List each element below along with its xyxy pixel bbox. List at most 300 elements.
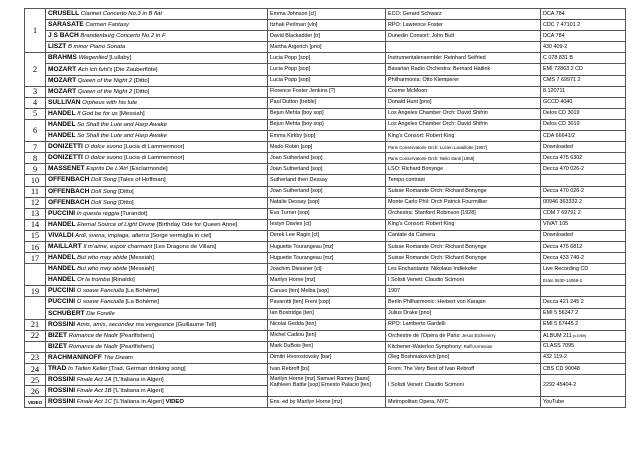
- work-title: Amis, amis, secondez ma vengeance: [76, 321, 175, 328]
- ensemble: [386, 364, 541, 375]
- row-number: 2: [25, 53, 46, 86]
- work-cell: [46, 42, 268, 53]
- row-number: 25: [25, 375, 46, 386]
- playlist-table-body: [25, 9, 626, 408]
- ensemble-name: Tempo contrast: [388, 176, 425, 183]
- ensemble: [386, 397, 541, 408]
- work-cell: [46, 97, 268, 108]
- composer: BIZET: [48, 342, 68, 350]
- work-title: The Dream: [103, 354, 133, 361]
- work-cell: [46, 253, 268, 264]
- row-number: [25, 341, 46, 352]
- table-row: [25, 352, 626, 363]
- work-context: [La Bohème]: [123, 299, 159, 306]
- ensemble: [386, 186, 541, 197]
- composer: VIVALDI: [48, 231, 74, 239]
- catalogue-number: [541, 64, 626, 75]
- table-row: [25, 253, 626, 264]
- performers: Mark DuBois [ten]: [268, 341, 386, 352]
- ensemble: [386, 341, 541, 352]
- work-cell: [46, 86, 268, 97]
- work-title: But who may abide: [77, 266, 128, 273]
- performers: Emma Johnson [cl]: [268, 9, 386, 20]
- composer: DONIZETTI: [48, 143, 83, 151]
- performers: Emma Kirkby [sop]: [268, 131, 386, 142]
- table-row: [25, 219, 626, 230]
- table-row: [25, 86, 626, 97]
- work-cell: [46, 297, 268, 308]
- ensemble-name: Oleg Boshniakovich [pno]: [388, 354, 450, 361]
- performers: Caruso [ten] Melba [sop]: [268, 286, 386, 297]
- work-title: Ach ich fuhl's: [77, 66, 113, 73]
- ensemble: [386, 197, 541, 208]
- ensemble: [386, 319, 541, 330]
- catalogue-number: [541, 319, 626, 330]
- catalogue-value: EMI 5 56347 2: [543, 310, 579, 317]
- catalogue-value: Delos CD 3019: [543, 121, 580, 128]
- catalogue-number: [541, 119, 626, 130]
- work-cell: [46, 64, 268, 75]
- work-title: Romance de Nadir: [68, 332, 118, 339]
- work-title: Il m'aime, espoir charmant: [83, 244, 153, 251]
- catalogue-number: [541, 230, 626, 241]
- performers: Joachim Diessner [ct]: [268, 264, 386, 275]
- catalogue-number: [541, 108, 626, 119]
- catalogue-number: [541, 286, 626, 297]
- composer: CRUSELL: [48, 10, 80, 18]
- table-row: [25, 208, 626, 219]
- work-title: In questa reggia: [76, 210, 119, 217]
- catalogue-value: 00946 363332 2: [543, 199, 582, 206]
- performers: Bejun Mehta [boy sop]: [268, 119, 386, 130]
- catalogue-value: CMS 7 69971 2: [543, 77, 581, 84]
- catalogue-number: [541, 208, 626, 219]
- row-number: 19: [25, 286, 46, 297]
- row-number: 9: [25, 164, 46, 175]
- composer: BIZET: [48, 331, 68, 339]
- catalogue-number: [541, 341, 626, 352]
- composer: BRAHMS: [48, 54, 77, 62]
- catalogue-value: CDM 7 69791 2: [543, 210, 581, 217]
- ensemble-name: Suisse Romande Orch: Richard Bonynge: [388, 243, 487, 250]
- composer: HANDEL: [48, 220, 76, 228]
- catalogue-number: [541, 197, 626, 208]
- ensemble: [386, 9, 541, 20]
- work-cell: [46, 386, 268, 397]
- ensemble-name: LSO: Richard Bonynge: [388, 165, 444, 172]
- table-row: [25, 42, 626, 53]
- work-title: Romance de Nadir: [68, 343, 118, 350]
- ensemble: [386, 53, 541, 64]
- performers: Ivan Rebroff [bs]: [268, 364, 386, 375]
- ensemble-name: I Solisti Veneti: Claudio Scimoni: [388, 276, 464, 283]
- catalogue-number: [541, 9, 626, 20]
- composer: ROSSINI: [48, 320, 76, 328]
- row-number: 26: [25, 386, 46, 397]
- composer: SARASATE: [48, 21, 84, 29]
- catalogue-number: [541, 131, 626, 142]
- row-number: 22: [25, 330, 46, 341]
- ensemble: [386, 20, 541, 31]
- catalogue-value: ALBUM 211: [543, 332, 572, 339]
- catalogue-number: [541, 253, 626, 264]
- composer: HANDEL: [48, 265, 76, 273]
- table-row: [25, 108, 626, 119]
- performers: Derek Lee Ragin [ct]: [268, 230, 386, 241]
- ensemble-name: Suisse Romande Orch: Richard Bonynge: [388, 188, 487, 195]
- table-row: [25, 341, 626, 352]
- performers: Ens. ed by Marilyn Horne [mz]: [268, 397, 386, 408]
- work-context: [Esclarmonde]: [128, 166, 168, 173]
- performers: Joan Sutherland [sop]: [268, 186, 386, 197]
- ensemble-name: Bavarian Radio Orchestra: Bernard Haitink: [388, 66, 491, 73]
- composer: MOZART: [48, 65, 77, 73]
- catalogue-value: Downloaded: [543, 143, 573, 150]
- work-title: But who may abide: [77, 255, 128, 262]
- table-row: [25, 308, 626, 319]
- work-cell: [46, 75, 268, 86]
- ensemble: [386, 297, 541, 308]
- work-context: [Pearlfishers]: [117, 332, 154, 339]
- table-row: [25, 230, 626, 241]
- performers: Bejun Mehta [boy sop]: [268, 108, 386, 119]
- ensemble-name: Berlin Philharmonic: Herbert von Karajan: [388, 298, 486, 305]
- performers: Lucia Popp [sop]: [268, 75, 386, 86]
- work-cell: [46, 241, 268, 252]
- performers: Huguette Tourangeau [mz]: [268, 241, 386, 252]
- row-number: VIDEO: [25, 397, 46, 408]
- composer: SCHUBERT: [48, 309, 85, 317]
- table-row: [25, 75, 626, 86]
- work-cell: [46, 308, 268, 319]
- work-context: ['L'Italiana in Algeri]: [111, 388, 164, 395]
- catalogue-number: [541, 297, 626, 308]
- catalogue-value: EMI 5 67445 2: [543, 321, 579, 328]
- work-context: [Die Zauberflöte]: [112, 66, 158, 73]
- catalogue-value: 2292 45404-2: [543, 382, 577, 389]
- performers: Joan Sutherland [sop]: [268, 153, 386, 164]
- row-number: 4: [25, 97, 46, 108]
- table-row: [25, 153, 626, 164]
- catalogue-value: GCCD 4040: [543, 99, 573, 106]
- catalogue-value: VIVAT 105: [543, 221, 569, 228]
- row-number: 16: [25, 241, 46, 252]
- ensemble-name: Cantate da Camera: [388, 232, 436, 239]
- table-row: [25, 264, 626, 275]
- ensemble-name: Monte Carlo Phil: Orch Patrick Fourmillier: [388, 199, 488, 206]
- ensemble-name: Los Angeles Chamber Orch: David Shifrin: [388, 121, 488, 128]
- ensemble-conductor: Raffi Armenian: [462, 343, 493, 349]
- composer: SULLIVAN: [48, 98, 81, 106]
- composer: OFFENBACH: [48, 176, 90, 184]
- work-title: Esprits De L'Air!: [86, 166, 129, 173]
- work-title: Carmen Fantasy: [85, 22, 129, 29]
- work-cell: [46, 108, 268, 119]
- work-cell: [46, 31, 268, 42]
- ensemble-name: Paris Conservatoire Orch: Lucien Lavaillotte [1957]: [388, 144, 488, 150]
- work-context: [Ditto]: [132, 88, 150, 95]
- catalogue-number: [541, 364, 626, 375]
- ensemble: [386, 352, 541, 363]
- work-title: Clarinet Concerto No.3 in B flat: [80, 11, 162, 18]
- row-number: 3: [25, 86, 46, 97]
- table-row: [25, 197, 626, 208]
- work-title: Doll Song: [91, 177, 117, 184]
- work-context: [Les Dragons de Villars]: [152, 244, 217, 251]
- catalogue-value: Decca 475 6302: [543, 154, 583, 161]
- table-row: [25, 364, 626, 375]
- composer: MAILLART: [48, 243, 82, 251]
- ensemble-name: Kitchener-Waterloo Symphony:: [388, 343, 463, 350]
- ensemble-name: Donald Hunt [pno]: [388, 99, 432, 106]
- table-row: [25, 9, 626, 20]
- catalogue-value: CDC 7 47101 2: [543, 21, 581, 28]
- work-title: O dolce suono: [84, 155, 123, 162]
- work-cell: [46, 397, 268, 408]
- catalogue-value: EMI 72863 2 CD: [543, 66, 583, 73]
- performers: Nicolai Gedda [ten]: [268, 319, 386, 330]
- work-title: O soave Fanciulla: [76, 299, 124, 306]
- table-row: [25, 297, 626, 308]
- composer: PUCCINI: [48, 287, 76, 295]
- work-context: [Pearlfishers]: [117, 343, 154, 350]
- performers: Eva Turner [sop]: [268, 208, 386, 219]
- work-cell: [46, 330, 268, 341]
- work-cell: [46, 131, 268, 142]
- table-row: [25, 97, 626, 108]
- catalogue-number: [541, 375, 626, 397]
- catalogue-number: [541, 86, 626, 97]
- catalogue-value: Decca 470 026-2: [543, 165, 585, 172]
- catalogue-number: [541, 264, 626, 275]
- performers: David Blackadder [tr]: [268, 31, 386, 42]
- composer: MOZART: [48, 76, 77, 84]
- composer: ROSSINI: [48, 387, 76, 395]
- ensemble-name: Paris Conservatoire Orch: Nello Santi [1959]: [388, 155, 475, 161]
- row-number: 7: [25, 142, 46, 153]
- table-row: [25, 119, 626, 130]
- catalogue-value: 430 409-2: [543, 43, 568, 50]
- work-context: [Tales of Hoffman]: [116, 177, 166, 184]
- catalogue-number: [541, 241, 626, 252]
- work-cell: [46, 219, 268, 230]
- table-row: [25, 142, 626, 153]
- composer: PUCCINI: [48, 209, 76, 217]
- row-number: 5: [25, 108, 46, 119]
- work-title: O soave Fanciulla: [76, 288, 124, 295]
- work-context: [Trad. German drinking song]: [107, 366, 186, 373]
- catalogue-number: [541, 97, 626, 108]
- catalogue-value: 8.120711: [543, 88, 566, 95]
- table-row: [25, 31, 626, 42]
- ensemble: [386, 97, 541, 108]
- row-number: 14: [25, 219, 46, 230]
- catalogue-value: 432 119-2: [543, 354, 567, 361]
- ensemble-name: Instrumentalensemble: Reinhard Seifried: [388, 54, 486, 61]
- performers: Dimitri Hvorostovsky [bar]: [268, 352, 386, 363]
- work-context: [Messiah]: [127, 255, 155, 262]
- performers: Marilyn Horne [mz]: [268, 275, 386, 286]
- work-context: ['L'Italiana in Algeri]: [111, 377, 164, 384]
- work-title: Orpheus with his lute: [82, 99, 138, 106]
- composer: RACHMANINOFF: [48, 353, 102, 361]
- catalogue-value: Downloaded: [543, 232, 573, 239]
- catalogue-value: Decca 475 6812: [543, 243, 583, 250]
- ensemble: [386, 375, 541, 397]
- catalogue-number: [541, 142, 626, 153]
- row-number: 24: [25, 364, 46, 375]
- ensemble-name: Cosme McMoon: [388, 88, 428, 95]
- catalogue-number: [541, 42, 626, 53]
- table-row: [25, 131, 626, 142]
- composer: HANDEL: [48, 254, 76, 262]
- ensemble: [386, 142, 541, 153]
- ensemble-name: 1907: [388, 287, 400, 294]
- work-title: Brandenburg Concerto No.2 in F: [80, 33, 166, 40]
- catalogue-value: Live Recording CD: [543, 265, 589, 272]
- performers: Florence Foster Jenkins [?]: [268, 86, 386, 97]
- work-context: [Messiah]: [127, 266, 155, 273]
- work-cell: [46, 53, 268, 64]
- catalogue-number: [541, 75, 626, 86]
- catalogue-number: [541, 53, 626, 64]
- ensemble: [386, 108, 541, 119]
- performers: Joan Sutherland [sop]: [268, 164, 386, 175]
- catalogue-value: CDA 66641/2: [543, 132, 576, 139]
- catalogue-number: [541, 20, 626, 31]
- table-row: [25, 64, 626, 75]
- work-cell: [46, 153, 268, 164]
- performers: Paul Dutton [treble]: [268, 97, 386, 108]
- composer: HANDEL: [48, 132, 76, 140]
- ensemble: [386, 241, 541, 252]
- table-row: [25, 175, 626, 186]
- work-title: Finale Act 1A: [76, 377, 112, 384]
- ensemble-name: From: The Very Best of Ivan Rebroff: [388, 365, 475, 372]
- work-context: ['L'Italiana in Algeri]: [111, 399, 164, 406]
- work-context: [Ditto]: [132, 77, 150, 84]
- work-title: Ardi, svena, impiaga, atterra: [75, 232, 149, 239]
- performers: Iestyn Davies [ct]: [268, 219, 386, 230]
- ensemble: [386, 153, 541, 164]
- ensemble: [386, 330, 541, 341]
- ensemble-name: Suisse Romande Orch: Richard Bonynge: [388, 254, 487, 261]
- work-cell: [46, 275, 268, 286]
- work-context: [Turandot]: [119, 210, 148, 217]
- catalogue-number: [541, 164, 626, 175]
- catalogue-number: [541, 31, 626, 42]
- work-cell: [46, 208, 268, 219]
- ensemble: [386, 230, 541, 241]
- row-number: 12: [25, 197, 46, 208]
- performers: Mado Robin [sop]: [268, 142, 386, 153]
- ensemble-name: King's Consort: Robert King: [388, 221, 455, 228]
- ensemble-name: Philharmonia: Otto Klemperer: [388, 77, 460, 84]
- ensemble: [386, 131, 541, 142]
- ensemble: [386, 208, 541, 219]
- catalogue-value: Decca 433 740-2: [543, 254, 585, 261]
- catalogue-number: [541, 330, 626, 341]
- catalogue-number: [541, 308, 626, 319]
- catalogue-value: YouTube: [543, 398, 565, 405]
- row-number: 17: [25, 253, 46, 264]
- catalogue-value: Decca 421 245 2: [543, 298, 584, 305]
- catalogue-number: [541, 397, 626, 408]
- ensemble-name: Los Angeles Chamber Orch: David Shifrin: [388, 110, 488, 117]
- work-cell: [46, 164, 268, 175]
- work-title: So Shall the Lute and Harp Awake: [77, 133, 167, 140]
- catalogue-value: DCA 784: [543, 32, 565, 39]
- work-cell: [46, 264, 268, 275]
- work-context: [Guillaume Tell]: [174, 321, 217, 328]
- performers: Huguette Tourangeau [mz]: [268, 253, 386, 264]
- catalogue-value: Erato 0630-14069-2: [543, 277, 583, 283]
- performers: Martha Argerich [pno]: [268, 42, 386, 53]
- work-context: [Messiah]: [117, 110, 145, 117]
- work-context: [Ditto]: [116, 188, 134, 195]
- work-cell: [46, 175, 268, 186]
- work-cell: [46, 375, 268, 386]
- work-context: [Lucia di Lammermoor]: [122, 155, 185, 162]
- ensemble-name: King's Consort: Robert King: [388, 132, 455, 139]
- playlist-document: [24, 8, 625, 408]
- composer: DONIZETTI: [48, 154, 83, 162]
- ensemble: [386, 86, 541, 97]
- composer: OFFENBACH: [48, 187, 90, 195]
- ensemble-name: RPO: Lamberto Gardelli: [388, 321, 446, 328]
- table-row: [25, 286, 626, 297]
- row-number: 23: [25, 352, 46, 363]
- work-context: [Lullaby]: [107, 55, 132, 62]
- work-context: [La Bohème]: [123, 288, 159, 295]
- ensemble-name: ECO: Gerard Schwarz: [388, 10, 442, 17]
- composer: LISZT: [48, 43, 67, 51]
- composer: TRAD: [48, 365, 67, 373]
- work-title: B minor Piano Sonata: [67, 44, 126, 51]
- work-context: [Lucia di Lammermoor]: [122, 144, 185, 151]
- work-title: Queen of the Night 2: [77, 88, 133, 95]
- ensemble-conductor: Jesus Etcheverry: [460, 332, 496, 338]
- work-title: So Shall the Lute and Harp Awake: [77, 121, 167, 128]
- performers: Lucia Popp [sop]: [268, 64, 386, 75]
- ensemble-name: Orchestra: Stanford Robinson [1928]: [388, 210, 476, 217]
- work-title: Eternal Source of Light Divine: [77, 221, 156, 228]
- row-number: [25, 297, 46, 319]
- work-title: Finale Act 1C: [76, 399, 112, 406]
- ensemble: [386, 275, 541, 286]
- table-row: [25, 164, 626, 175]
- work-cell: [46, 319, 268, 330]
- composer: MASSENET: [48, 165, 85, 173]
- row-number: [25, 264, 46, 286]
- work-title: Die Forelle: [86, 310, 115, 317]
- ensemble-name: Metropolitan Opera, NYC: [388, 398, 449, 405]
- work-title: Finale Act 1B: [76, 388, 112, 395]
- composer: ROSSINI: [48, 376, 76, 384]
- catalogue-value: C 078 831 B: [543, 54, 573, 61]
- composer: HANDEL: [48, 120, 76, 128]
- table-row: [25, 53, 626, 64]
- catalogue-value: DCA 784: [543, 10, 565, 17]
- work-title: Wiegenlied: [78, 55, 108, 62]
- table-row: [25, 241, 626, 252]
- work-cell: [46, 119, 268, 130]
- composer: HANDEL: [48, 109, 76, 117]
- table-row: [25, 397, 626, 408]
- ensemble-name: RPO: Lawrence Foster: [388, 21, 443, 28]
- performers: Ian Bostridge [ten]: [268, 308, 386, 319]
- ensemble: [386, 175, 541, 186]
